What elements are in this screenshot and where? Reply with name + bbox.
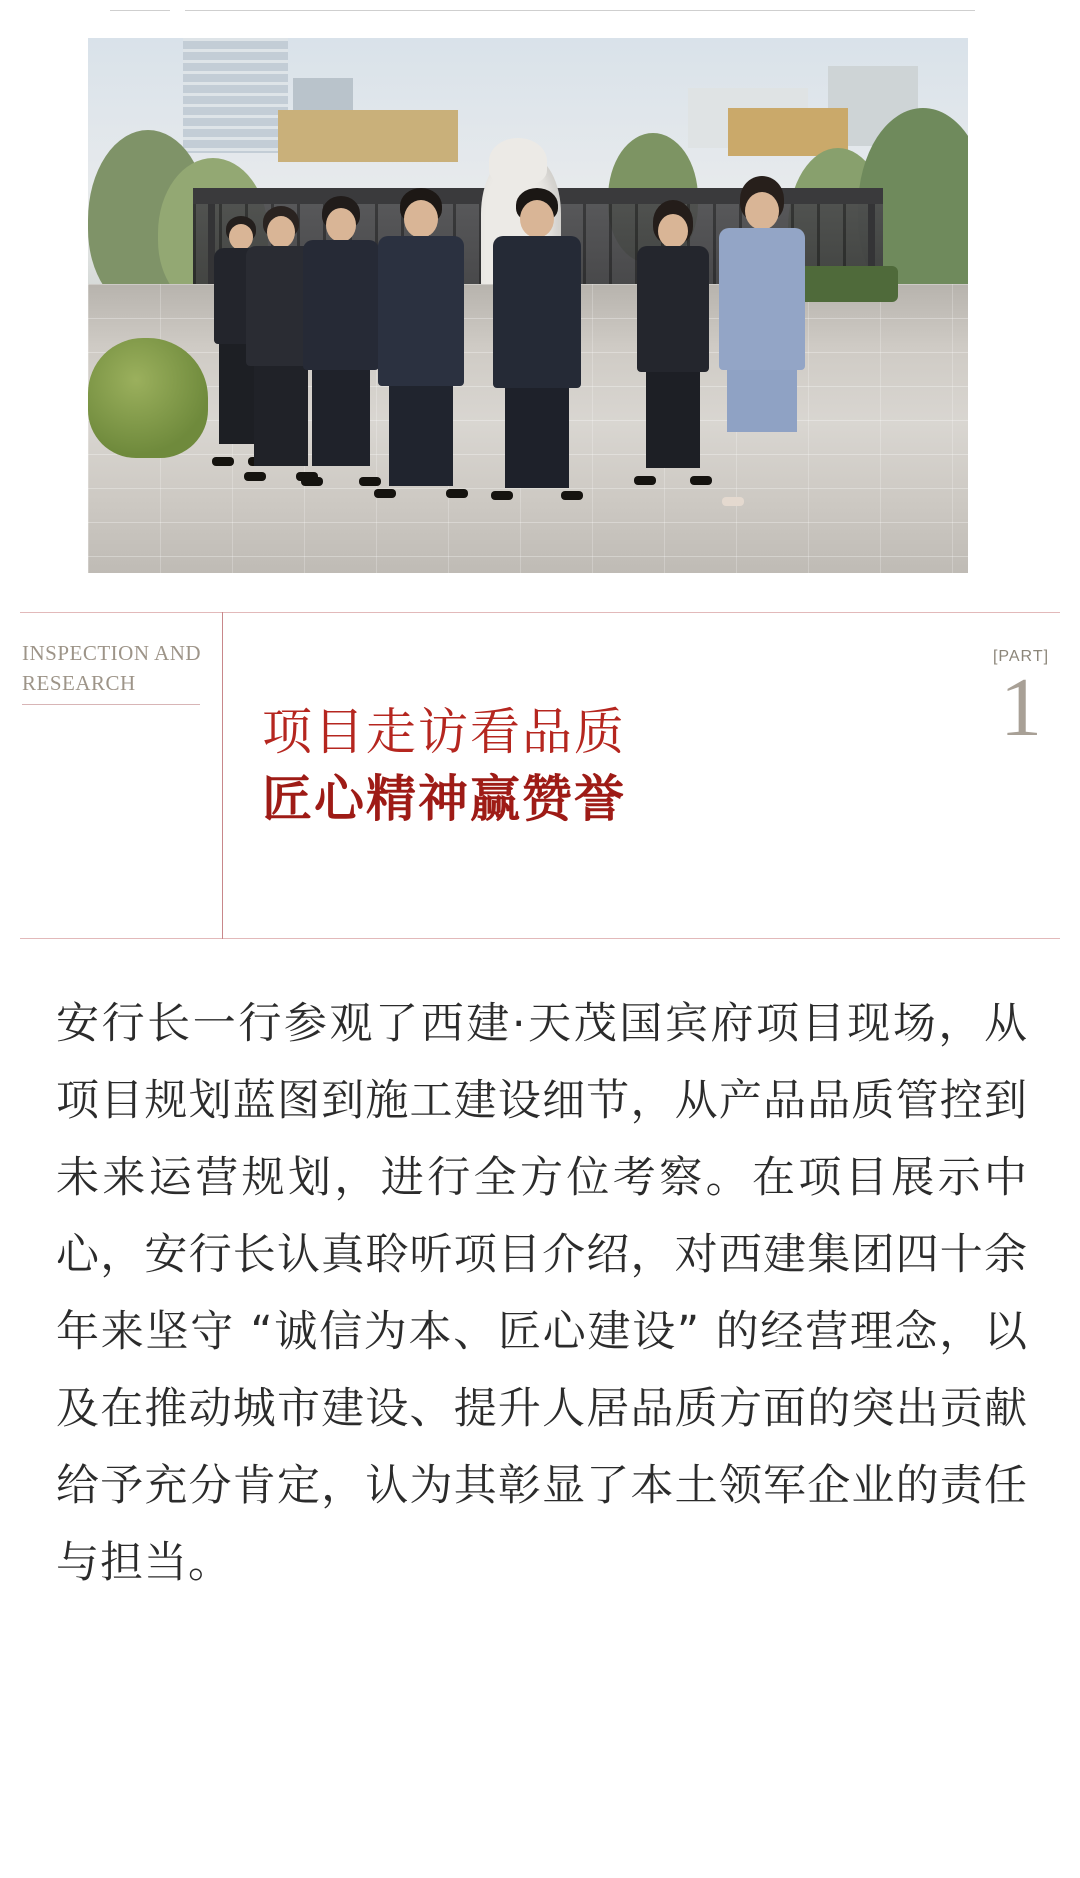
part-label: [PART] xyxy=(992,648,1050,665)
photo-person-6 xyxy=(628,200,718,485)
photo-shrub-foreground xyxy=(88,338,208,458)
photo-person-5 xyxy=(483,188,591,500)
top-divider-left-segment xyxy=(110,10,170,11)
headline-line-2: 匠心精神赢赞誉 xyxy=(262,771,626,827)
part-indicator xyxy=(986,648,1056,754)
part-number: 1 xyxy=(1000,661,1042,754)
photo-person-7 xyxy=(708,176,816,506)
section-eyebrow-rule xyxy=(22,704,200,705)
section-divider-bottom xyxy=(20,938,1060,939)
section-headline xyxy=(262,700,902,834)
photo-person-4 xyxy=(366,188,476,498)
top-divider xyxy=(0,0,1080,22)
photo-building-warm-left xyxy=(278,110,458,162)
section-divider-top xyxy=(20,612,1060,613)
article-body: 安行长一行参观了西建·天茂国宾府项目现场，从项目规划蓝图到施工建设细节，从产品品质管控到未来运营规划，进行全方位考察。在项目展示中心，安行长认真聆听项目介绍，对西建集团四十余年来坚守 “诚信为本、匠心建设” 的经营理念，以及在推动城市建设、提升人居品质方面的突出贡献给予充分肯定，认为其彰显了本土领军企业的责任与担当。 xyxy=(56,999,1028,1588)
section-eyebrow: INSPECTION AND RESEARCH xyxy=(22,641,202,695)
headline-line-1: 项目走访看品质 xyxy=(262,704,626,760)
top-divider-right-segment xyxy=(185,10,975,11)
photo-building-far-left xyxy=(183,38,288,153)
hero-photo xyxy=(88,38,968,573)
section-vertical-rule xyxy=(222,612,223,939)
